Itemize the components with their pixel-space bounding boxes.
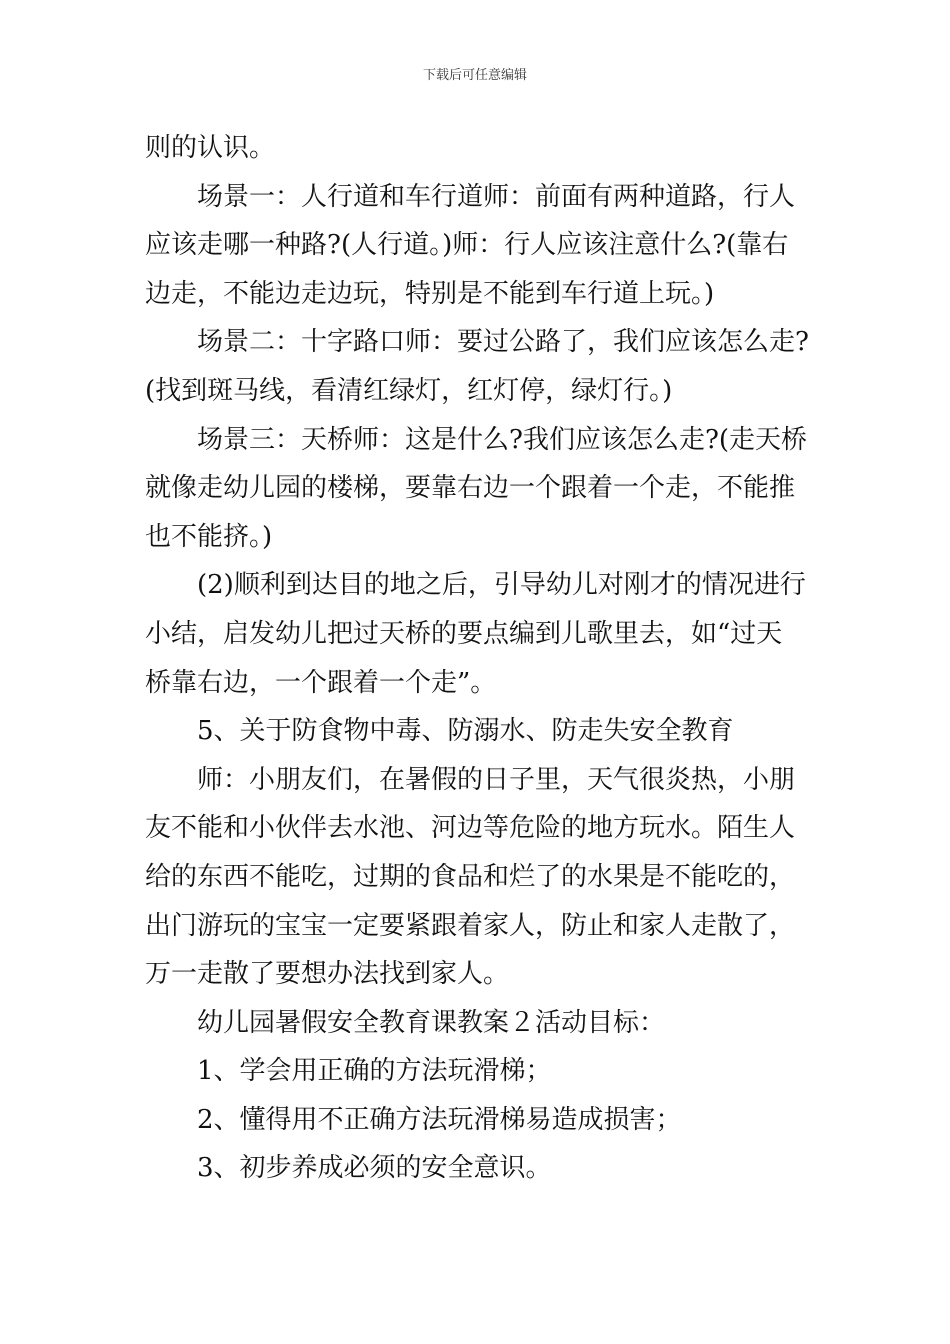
page-header: 下载后可任意编辑 <box>422 68 527 83</box>
text-line: 边走，不能边走边玩，特别是不能到车行道上玩。) <box>145 278 715 309</box>
text-line: 小结，启发幼儿把过天桥的要点编到儿歌里去，如“过天 <box>145 618 783 649</box>
text-line: 师：小朋友们，在暑假的日子里，天气很炎热，小朋 <box>197 764 796 795</box>
document-body <box>145 128 813 1197</box>
text-line: 则的认识。 <box>145 133 276 163</box>
text-line: (2)顺利到达目的地之后，引导幼儿对刚才的情况进行 <box>197 570 806 601</box>
text-line: 出门游玩的宝宝一定要紧跟着家人，防止和家人走散了， <box>145 910 796 941</box>
text-line: 场景二：十字路口师：要过公路了，我们应该怎么走? <box>197 327 809 358</box>
text-line: 应该走哪一种路?(人行道。)师：行人应该注意什么?(靠右 <box>145 230 789 261</box>
text-line: 也不能挤。) <box>145 521 273 552</box>
text-line: 就像走幼儿园的楼梯，要靠右边一个跟着一个走，不能推 <box>145 473 796 504</box>
text-line: 桥靠右边，一个跟着一个走”。 <box>145 667 497 698</box>
text-line: 2、懂得用不正确方法玩滑梯易造成损害； <box>197 1104 682 1135</box>
text-line: 3、初步养成必须的安全意识。 <box>197 1153 552 1184</box>
text-line: (找到斑马线，看清红绿灯，红灯停，绿灯行。) <box>145 375 673 406</box>
text-line: 场景三：天桥师：这是什么?我们应该怎么走?(走天桥 <box>197 424 808 455</box>
text-line: 万一走散了要想办法找到家人。 <box>145 959 510 990</box>
text-line: 给的东西不能吃，过期的食品和烂了的水果是不能吃的， <box>145 861 796 892</box>
text-line: 1、学会用正确的方法玩滑梯； <box>197 1056 552 1087</box>
text-line: 幼儿园暑假安全教育课教案２活动目标： <box>197 1007 666 1038</box>
text-line: 5、关于防食物中毒、防溺水、防走失安全教育 <box>197 716 734 747</box>
text-line: 场景一：人行道和车行道师：前面有两种道路，行人 <box>197 181 796 212</box>
text-line: 友不能和小伙伴去水池、河边等危险的地方玩水。陌生人 <box>145 813 796 844</box>
